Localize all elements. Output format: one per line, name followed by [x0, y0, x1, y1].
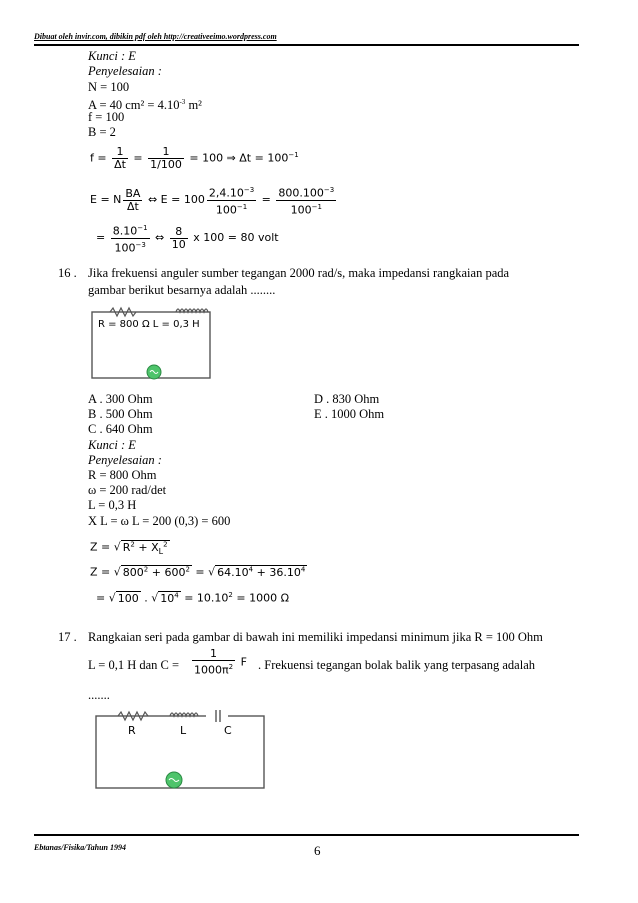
q17-number: 17 . — [58, 630, 77, 644]
q15-a-exponent: -3 — [179, 98, 186, 106]
q16-text-2: gambar berikut besarnya adalah ........ — [88, 283, 276, 297]
q17-label-l: L — [180, 724, 187, 737]
q16-option-a: A . 300 Ohm — [88, 392, 153, 406]
q15-a-unit: m² — [188, 98, 202, 113]
q17-text-2a: L = 0,1 H dan C = — [88, 658, 180, 672]
q17-label-c: C — [224, 724, 232, 737]
q16-circuit-diagram — [90, 302, 212, 384]
q16-line-omega: ω = 200 rad/det — [88, 483, 167, 497]
q15-kunci: Kunci : E — [88, 49, 136, 63]
q15-equation-2: E = N $\frac{BA}{\Delta t}$ ⇔ E = 100 $\frac{2,4.10^{-3}}{100^{-1}}$ = $\frac{800.100^{-3}}{100^{-1}}$ — [90, 186, 335, 217]
page-header: Dibuat oleh invir.com, dibikin pdf oleh http://creativeeimo.wordpress.com — [34, 32, 277, 41]
q16-equation-3: = √ 100 . √ $10^4 = 10.10^2 = 1000$ Ω — [96, 591, 289, 605]
q17-circuit-diagram — [94, 708, 266, 792]
q17-text-2b: . Frekuensi tegangan bolak balik yang terpasang adalah — [258, 658, 535, 672]
q15-penyelesaian: Penyelesaian : — [88, 64, 162, 78]
q16-option-d: D . 830 Ohm — [314, 392, 380, 406]
q16-option-b: B . 500 Ohm — [88, 407, 153, 421]
q16-line-xl: X L = ω L = 200 (0,3) = 600 — [88, 514, 231, 528]
q16-option-c: C . 640 Ohm — [88, 422, 153, 436]
q17-label-r: R — [128, 724, 136, 737]
q16-line-r: R = 800 Ohm — [88, 468, 157, 482]
q16-line-l: L = 0,3 H — [88, 498, 137, 512]
q17-text-3: ....... — [88, 688, 110, 702]
q16-text-1: Jika frekuensi anguler sumber tegangan 2000 rad/s, maka impedansi rangkaian pada — [88, 266, 510, 280]
q17-capacitance-fraction: $\frac{1}{1000\pi^2}$ F — [194, 647, 247, 677]
q16-circuit-label: R = 800 Ω L = 0,3 H — [98, 319, 200, 330]
q15-line-f: f = 100 — [88, 110, 125, 124]
q15-line-b: B = 2 — [88, 125, 116, 139]
q16-option-e: E . 1000 Ohm — [314, 407, 385, 421]
header-rule — [34, 44, 579, 46]
q16-equation-2: Z = √ $800^2 + 600^2$ = √ $64.10^4 + 36.10^4$ — [90, 565, 306, 579]
q16-number: 16 . — [58, 266, 77, 280]
q15-line-a: A = 40 $cm^2 = 4.10^{-3}$ m² — [88, 98, 202, 113]
page-footer: Ebtanas/Fisika/Tahun 1994 — [34, 843, 126, 852]
q16-penyelesaian: Penyelesaian : — [88, 453, 162, 467]
page-number: 6 — [314, 843, 321, 858]
q16-kunci: Kunci : E — [88, 438, 136, 452]
q17-text-1: Rangkaian seri pada gambar di bawah ini memiliki impedansi minimum jika R = 100 Ohm — [88, 630, 543, 644]
footer-rule — [34, 834, 579, 836]
q15-equation-3: = $\frac{8.10^{-1}}{100^{-3}}$ ⇔ $\frac{8}{10}$ x 100 = 80 volt — [96, 224, 279, 255]
q15-equation-1: f = $\frac{1}{\Delta t}$ = $\frac{1}{1/100}$ = 100 ⇒ $\Delta t = 100^{-1}$ — [90, 145, 299, 171]
q15-line-n: N = 100 — [88, 80, 130, 94]
q16-equation-1: Z = √ $R^2 + X_L^2$ — [90, 540, 168, 556]
